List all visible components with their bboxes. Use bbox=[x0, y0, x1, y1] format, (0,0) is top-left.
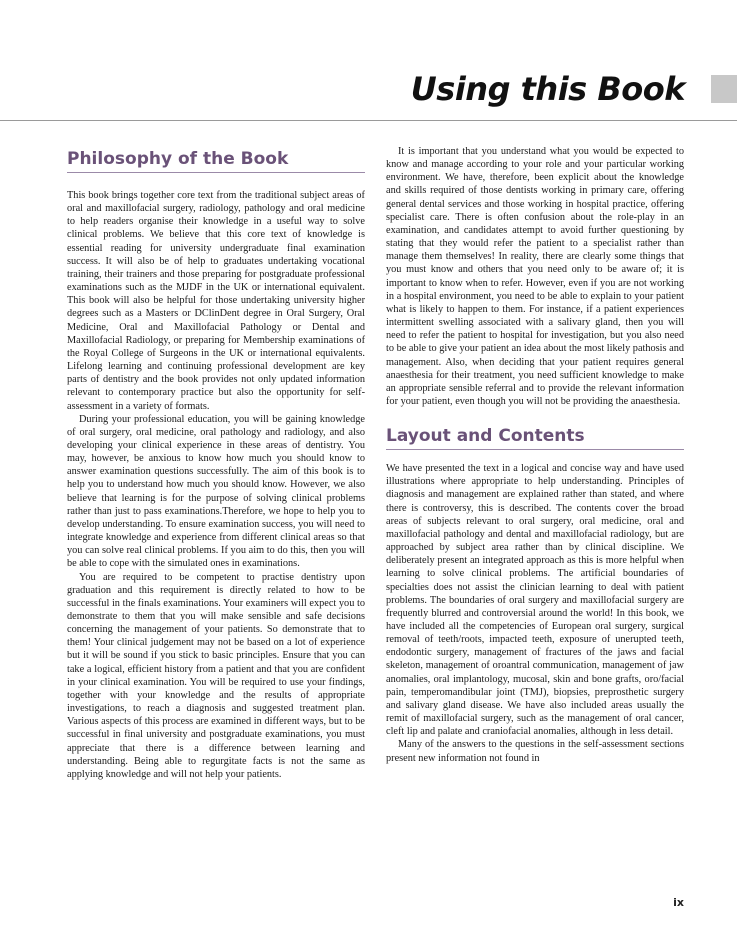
paragraph: We have presented the text in a logical and concise way and have used illustrations where appropriate to help understanding. Principles of diagnosis and management are explained rather than stated, and where there is controversy, this is described. The contents cover the broad areas of subjects relevant to oral surgery, oral medicine, oral and maxillofacial pathology and dental and maxillofacial radiology, but are approached by subject area rather than by clinical discipline. We deliberately present an integrated approach as this is more helpful when learning to solve clinical problems. The artificial boundaries of specialties does not assist the clinician learning to deal with patient problems. The boundaries of oral surgery and maxillofacial surgery are frequently blurred and controversial around the world! In this book, we have included all the competencies of European oral surgery, surgical removal of teeth/roots, impacted teeth, exposure of unerupted teeth, endodontic surgery, management of fractures of the jaws and facial skeleton, management of oroantral communication, management of jaw anomalies, oral implantology, mucosal, skin and bone grafts, oro/facial pain, temperomandibular joint (TMJ), biopsies, preprosthetic surgery and salivary gland disease. We have also included areas usually the remit of maxillofacial surgery, such as the management of oral cancer, cleft lip and palate and craniofacial anomalies, although in less detail. bbox=[386, 463, 684, 738]
paragraph: Many of the answers to the questions in the self-assessment sections present new information not found in bbox=[386, 739, 684, 764]
section-heading-layout: Layout and Contents bbox=[386, 426, 684, 450]
right-column bbox=[386, 145, 684, 765]
page-number: ix bbox=[673, 896, 684, 909]
paragraph: You are required to be competent to practise dentistry upon graduation and this requirement is directly related to how to be successful in the finals examinations. Your examiners will expect you to demonstrate to them that you will make sensible and safe decisions concerning the management of your patients. So demonstrate that to them! Your clinical judgement may not be based on a lot of experience but it will be sound if you stick to basic principles. Ensure that you can take a logical, efficient history from a patient and that you are confident in your clinical examination. You will be required to use your findings, together with your knowledge and the results of appropriate investigations, to reach a diagnosis and suggested treatment plan. Various aspects of this process are examined in different ways, but to be successful in final university and postgraduate examinations, you must appreciate that there is a difference between learning and understanding. Being able to regurgitate facts is not the same as applying knowledge and will not help your patients. bbox=[67, 571, 365, 780]
section-heading-philosophy: Philosophy of the Book bbox=[67, 149, 365, 173]
thumb-tab bbox=[711, 75, 737, 103]
paragraph: This book brings together core text from the traditional subject areas of oral and maxillofacial surgery, radiology, pathology and oral medicine to help readers organise their knowledge in a useful way to solve clinical problems. We believe that this core text of knowledge is essential reading for university undergraduate final examination success. It will also be of help to graduates undertaking vocational training, their trainers and those preparing for postgraduate professional examinations such as the MJDF in the UK or international equivalent. This book will also be helpful for those undertaking university higher degrees such as a Masters or DClinDent degree in Oral Surgery, Oral Medicine, Oral and Maxillofacial Pathology or Dental and Maxillofacial Radiology, or preparing for Membership examinations of the Royal College of Surgeons in the UK or international equivalents. Lifelong learning and continuing professional development are key parts of dentistry and the book provides not only updated information relevant to contemporary practice but also the opportunity for self-assessment in a variety of formats. bbox=[67, 190, 365, 412]
paragraph: It is important that you understand what you would be expected to know and manage according to your role and your particular working environment. We have, therefore, been explicit about the knowledge and skills required of those dentists working in primary care, offering general dental services and those working in hospital practice, offering specialist care. There is often confusion about the role-play in an examination, and candidates attempt to avoid further questioning by stating that they would refer the patient to a specialist rather than manage them themselves! In reality, there are clearly some things that you must know and others that you need only to be aware of; it is important to know when to refer. However, even if you are not working in a hospital environment, you need to be able to explain to your patient what is likely to happen to them. For instance, if a patient experiences intermittent swelling associated with a salivary gland, then you will need to refer the patient to hospital for investigation, but you also need to be able to give your patient an idea about the most likely pathosis and management. Also, when deciding that your patient requires general anaesthesia for their treatment, you need sufficient knowledge to make an appropriate sensible referral and to provide the relevant information for your patient, even though you will not be providing the anaesthesia. bbox=[386, 146, 684, 407]
page-title: Using this Book bbox=[410, 70, 685, 108]
title-divider bbox=[0, 120, 737, 121]
left-column bbox=[67, 145, 365, 781]
paragraph: During your professional education, you will be gaining knowledge of oral surgery, oral medicine, oral pathology and radiology, and also developing your clinical experience in these areas of dentistry. You may, however, be anxious to know how much you should know to answer examination questions successfully. The aim of this book is to help you to understand how much you should know. However, we also believe that learning is for the purpose of solving clinical problems rather than just to pass examinations.Therefore, we hope to help you to develop understanding. To ensure examination success, you will need to integrate knowledge and experience from different clinical areas so that you can solve real clinical problems. If you aim to do this, then you will be able to cope with the simulated ones in examinations. bbox=[67, 413, 365, 570]
